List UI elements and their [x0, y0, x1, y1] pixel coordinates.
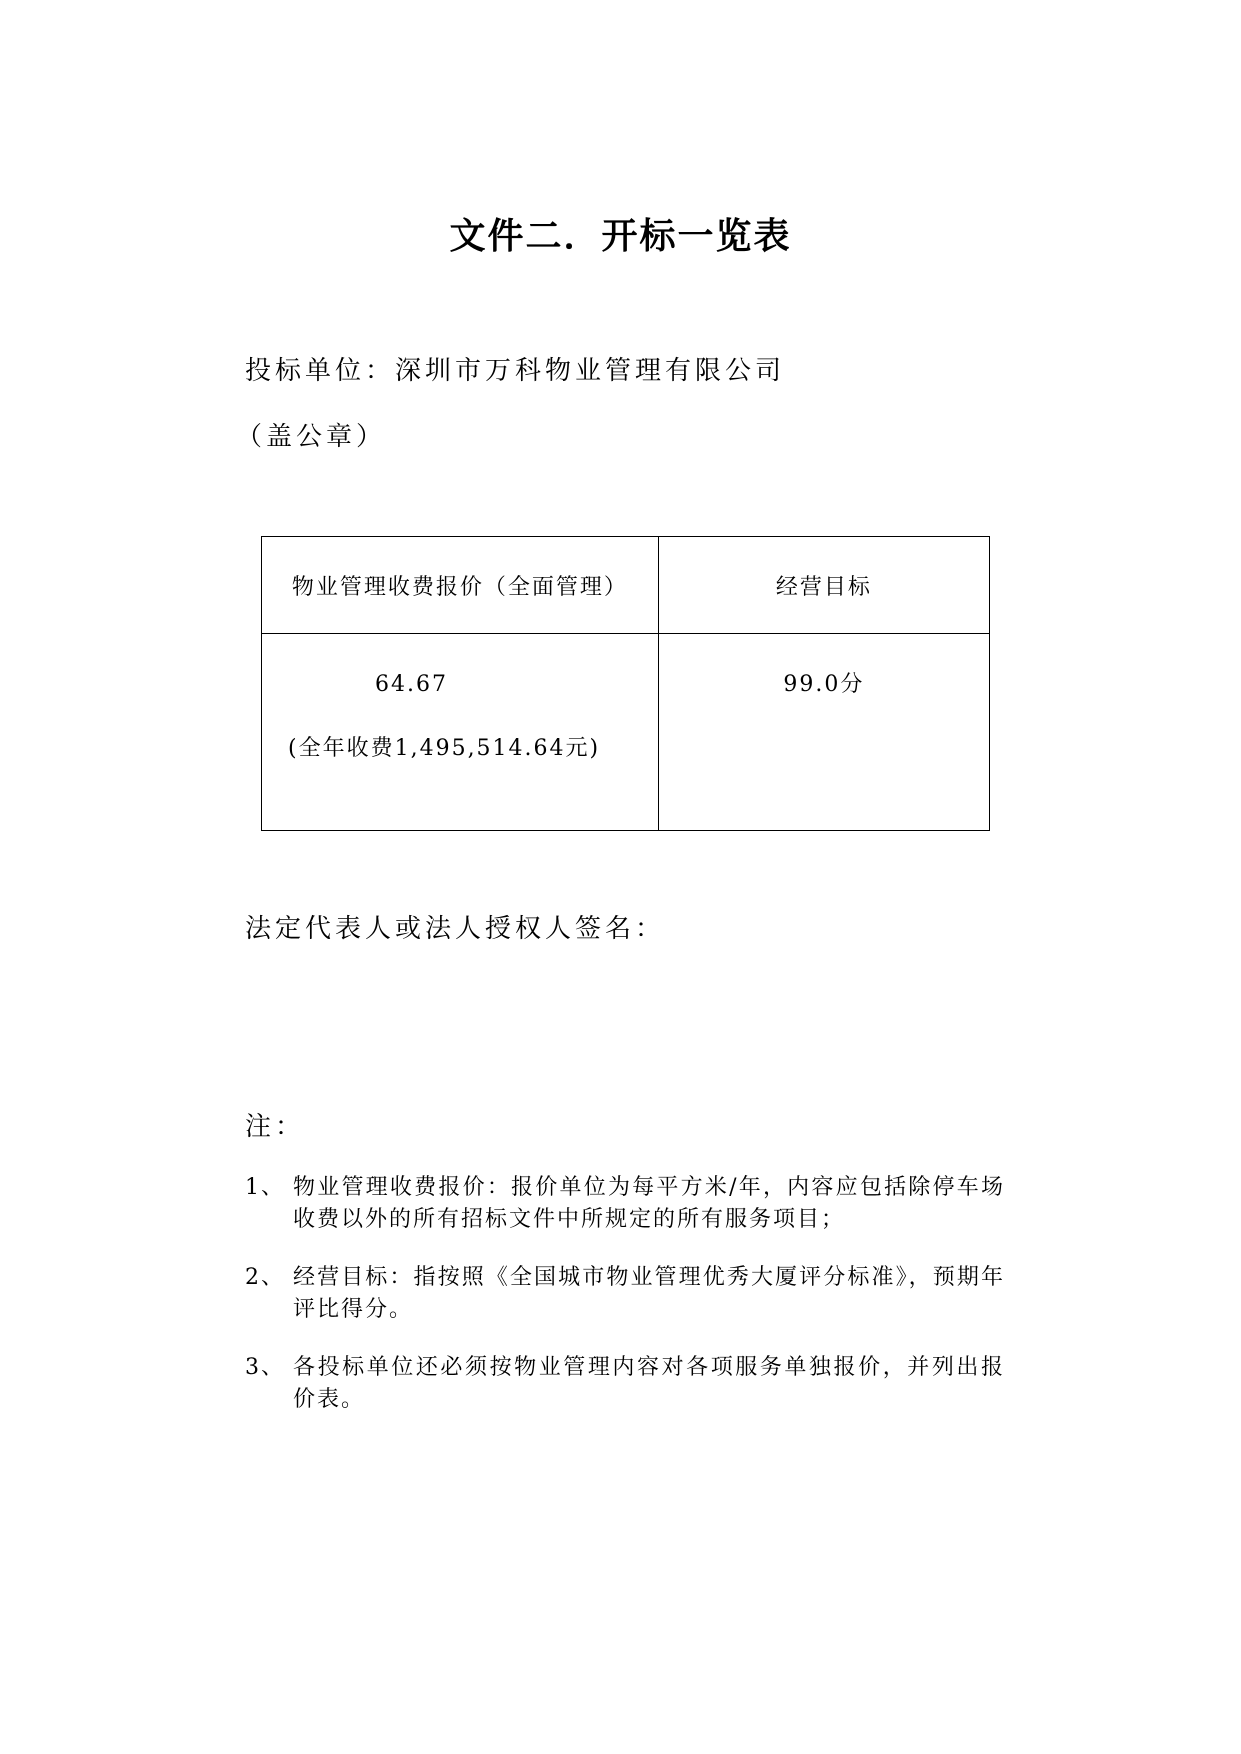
score-value: 99.0分	[783, 672, 865, 697]
price-value: 64.67	[375, 672, 448, 697]
note-item	[245, 1172, 1005, 1236]
note-text: 各投标单位还必须按物业管理内容对各项服务单独报价，并列出报价表。	[293, 1355, 1005, 1412]
signature-label: 法定代表人或法人授权人签名：	[245, 914, 666, 944]
header-price: 物业管理收费报价（全面管理）	[262, 537, 659, 634]
bid-summary-table	[261, 536, 990, 831]
bidder-name: 深圳市万科物业管理有限公司	[395, 356, 786, 386]
notes-title: 注：	[245, 1112, 306, 1142]
header-target: 经营目标	[658, 537, 989, 634]
note-text: 物业管理收费报价：报价单位为每平方米/年，内容应包括除停车场收费以外的所有招标文件中所规定的所有服务项目；	[293, 1175, 1005, 1232]
note-item	[245, 1262, 1005, 1326]
table-row	[262, 634, 990, 831]
note-text: 经营目标：指按照《全国城市物业管理优秀大厦评分标准》，预期年评比得分。	[293, 1265, 1005, 1322]
target-cell	[658, 634, 989, 831]
note-number: 2、	[245, 1265, 285, 1290]
page-title: 文件二．开标一览表	[449, 215, 792, 257]
note-number: 3、	[245, 1355, 285, 1380]
price-cell	[262, 634, 659, 831]
note-item	[245, 1352, 1005, 1416]
bidder-label: 投标单位：	[245, 356, 396, 386]
table-header-row	[262, 537, 990, 634]
note-number: 1、	[245, 1175, 285, 1200]
annual-fee: (全年收费1,495,514.64元)	[288, 736, 601, 761]
seal-note: （盖公章）	[236, 422, 387, 452]
bidder-line	[245, 354, 785, 388]
